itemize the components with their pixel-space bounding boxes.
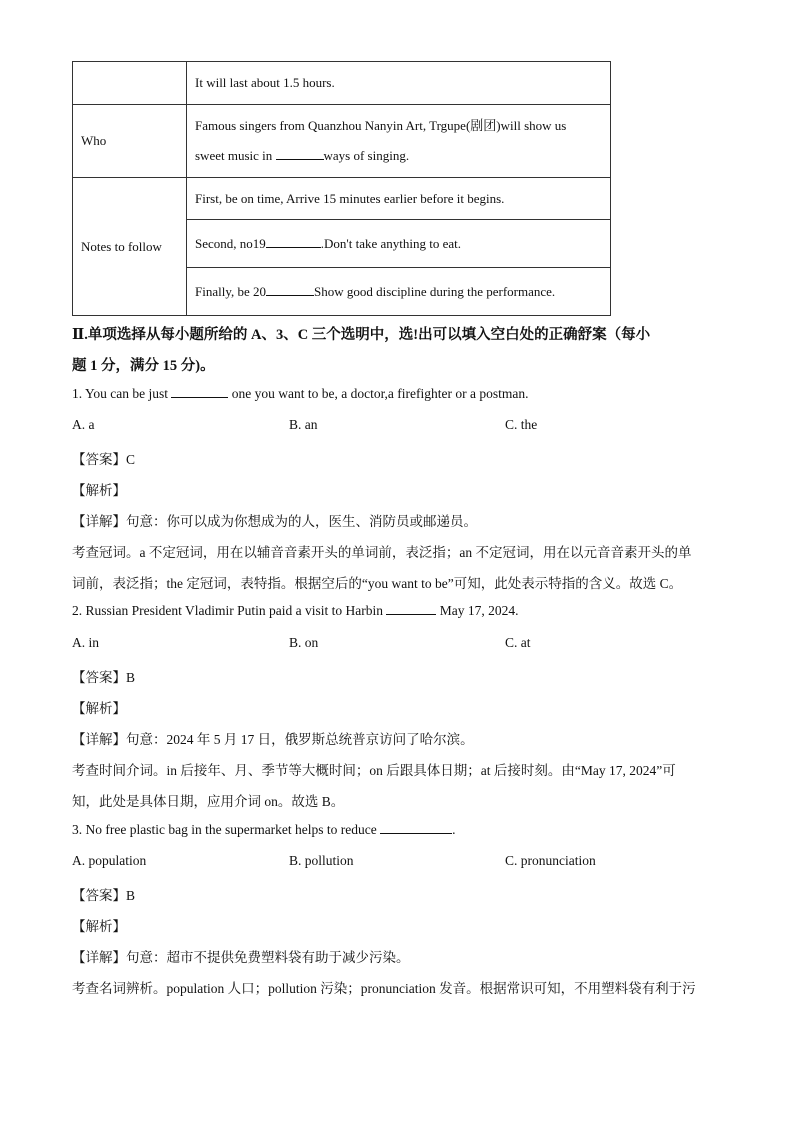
table-row xyxy=(73,62,611,105)
q1-stem-post: one you want to be, a doctor,a firefighter or a postman. xyxy=(228,386,529,401)
note2-cell xyxy=(187,220,611,268)
q2-explain-1: 考查时间介词。in 后接年、月、季节等大概时间；on 后跟具体日期；at 后接时刻。由“May 17, 2024”可 xyxy=(72,763,676,778)
q1-blank xyxy=(171,386,228,398)
q3-stem-pre: 3. No free plastic bag in the supermarket helps to reduce xyxy=(72,822,381,837)
who-label: Who xyxy=(73,105,187,178)
section-heading-line2: 题 1 分，满分 15 分)。 xyxy=(72,358,215,374)
who-cell xyxy=(187,105,611,178)
note3-cell xyxy=(187,268,611,316)
who-line2-post: ways of singing. xyxy=(323,148,410,163)
note2-pre: Second, no19 xyxy=(195,235,266,251)
q2-option-b: B. on xyxy=(289,635,319,650)
q3-analysis: 【解析】 xyxy=(72,919,126,934)
blank-19 xyxy=(266,236,321,248)
table-cell-empty xyxy=(73,62,187,105)
q1-option-a: A. a xyxy=(72,417,95,432)
who-line1: Famous singers from Quanzhou Nanyin Art, Trgupe(剧团)will show us xyxy=(195,118,567,133)
duration-cell: It will last about 1.5 hours. xyxy=(187,62,611,105)
q3-detail: 【详解】句意：超市不提供免费塑料袋有助于减少污染。 xyxy=(72,950,410,965)
q2-option-c: C. at xyxy=(505,635,531,650)
q2-blank xyxy=(386,603,436,615)
q3-blank xyxy=(380,822,452,834)
q1-option-c: C. the xyxy=(505,417,538,432)
q2-stem-pre: 2. Russian President Vladimir Putin paid a visit to Harbin xyxy=(72,603,387,618)
q2-explain-2: 知，此处是具体日期，应用介词 on。故选 B。 xyxy=(72,794,345,809)
q1-explain-2: 词前，表泛指；the 定冠词，表特指。根据空后的“you want to be”可知，此处表示特指的含义。故选 C。 xyxy=(72,576,683,591)
question-3-stem xyxy=(72,822,456,838)
q3-option-c: C. pronunciation xyxy=(505,853,596,868)
q1-stem-pre: 1. You can be just xyxy=(72,386,172,401)
event-info-table xyxy=(72,61,611,316)
q3-answer: 【答案】B xyxy=(72,888,136,903)
q1-analysis: 【解析】 xyxy=(72,483,126,498)
blank-18 xyxy=(276,148,324,160)
question-1-stem xyxy=(72,386,529,402)
q1-option-b: B. an xyxy=(289,417,318,432)
q2-answer: 【答案】B xyxy=(72,670,136,685)
table-row xyxy=(73,105,611,178)
table-row xyxy=(73,178,611,220)
q2-analysis: 【解析】 xyxy=(72,701,126,716)
q3-explain-1: 考查名词辨析。population 人口；pollution 污染；pronunciation 发音。根据常识可知，不用塑料袋有利于污 xyxy=(72,981,696,996)
note3-pre: Finally, be 20 xyxy=(195,283,267,299)
q2-detail: 【详解】句意：2024 年 5 月 17 日，俄罗斯总统普京访问了哈尔滨。 xyxy=(72,732,474,747)
section-heading-line1: Ⅱ.单项选择从每小题所给的 A、3、C 三个选明中，选!出可以填入空白处的正确舒案（每小 xyxy=(72,327,651,343)
q2-stem-post: May 17, 2024. xyxy=(436,603,519,618)
q1-explain-1: 考查冠词。a 不定冠词，用在以辅音音素开头的单词前，表泛指；an 不定冠词，用在以元音音素开头的单 xyxy=(72,545,692,560)
q3-option-b: B. pollution xyxy=(289,853,354,868)
note3-post: Show good discipline during the performance. xyxy=(314,283,556,299)
who-line2-pre: sweet music in xyxy=(195,148,276,163)
q1-detail: 【详解】句意：你可以成为你想成为的人，医生、消防员或邮递员。 xyxy=(72,514,477,529)
q3-stem-post: . xyxy=(452,822,456,837)
q2-option-a: A. in xyxy=(72,635,99,650)
q1-answer: 【答案】C xyxy=(72,452,136,467)
blank-20 xyxy=(266,284,314,296)
note2-post: .Don't take anything to eat. xyxy=(320,235,462,251)
note1-cell: First, be on time, Arrive 15 minutes earlier before it begins. xyxy=(187,178,611,220)
q3-option-a: A. population xyxy=(72,853,147,868)
notes-label: Notes to follow xyxy=(73,178,187,316)
question-2-stem xyxy=(72,603,518,619)
